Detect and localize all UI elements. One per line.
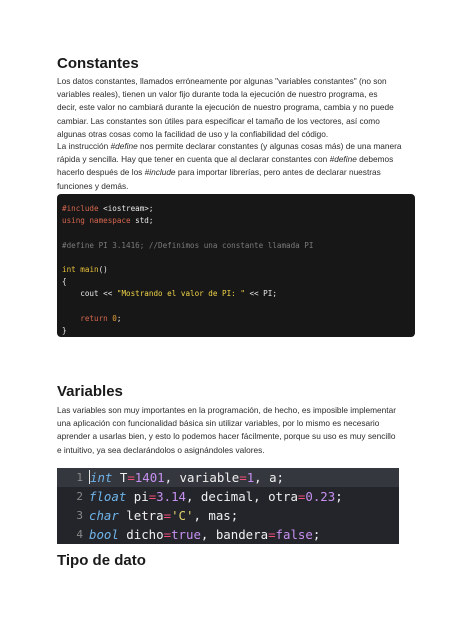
code-token: namespace bbox=[89, 216, 136, 226]
code-line bbox=[62, 215, 410, 227]
code-token: false bbox=[275, 527, 313, 542]
code-token: ; bbox=[312, 527, 321, 542]
text-line: aprender a usarlas bien, y esto lo podemos hacer fácilmente, porque su uso es muy sencillo bbox=[57, 431, 396, 442]
text-line: variables reales), tienen un valor fijo durante toda la ejecución de nuestro programa, es bbox=[57, 89, 378, 100]
code-line bbox=[62, 288, 410, 300]
text-run: hacerlo después de los bbox=[57, 167, 145, 178]
code-line bbox=[62, 264, 410, 276]
code-token: main bbox=[80, 264, 99, 274]
code-token: = bbox=[163, 527, 172, 542]
heading-variables: Variables bbox=[57, 383, 123, 400]
code-token: letra bbox=[118, 508, 164, 523]
text-line: algunas otras cosas como la facilidad de uso y la confiabilidad del código. bbox=[57, 128, 329, 139]
editor-line bbox=[57, 468, 399, 487]
editor-line-text bbox=[89, 525, 320, 544]
code-token: , a; bbox=[254, 470, 285, 485]
code-line bbox=[62, 301, 410, 313]
text-line: Las variables son muy importantes en la programación, de hecho, es imposible implementar bbox=[57, 405, 396, 415]
code-token: = bbox=[148, 489, 157, 504]
code-token: "Mostrando el valor de PI: " bbox=[116, 289, 245, 299]
code-token: 0.23 bbox=[305, 489, 336, 504]
code-token: 0 bbox=[112, 313, 117, 323]
line-number: 4 bbox=[76, 528, 83, 541]
code-line bbox=[62, 325, 410, 337]
text-line: decir, este valor no cambiará durante la ejecución de nuestro programa, cambia y no puede bbox=[57, 102, 394, 113]
text-run: La instrucción bbox=[57, 141, 111, 151]
code-token: } bbox=[62, 325, 67, 335]
code-token: #include bbox=[62, 204, 104, 213]
code-line bbox=[62, 276, 410, 288]
code-token: pi bbox=[126, 489, 149, 504]
code-line bbox=[62, 227, 410, 239]
code-token: std; bbox=[135, 216, 154, 226]
code-token: , decimal, otra bbox=[186, 489, 298, 504]
text-line bbox=[57, 180, 417, 193]
code-token: T bbox=[112, 470, 128, 485]
paragraph-constantes-intro bbox=[57, 75, 417, 141]
code-token: 1401 bbox=[134, 470, 165, 485]
heading-tipo-de-dato: Tipo de dato bbox=[57, 552, 146, 569]
code-token: 'C' bbox=[171, 508, 194, 523]
code-line bbox=[62, 240, 410, 252]
code-block-variable-declarations bbox=[57, 468, 399, 544]
text-run: funciones y demás. bbox=[57, 180, 129, 191]
code-token: 3.14 bbox=[156, 489, 187, 504]
inline-code-term: #define bbox=[110, 141, 138, 151]
code-token: ; bbox=[335, 489, 343, 504]
code-token: ; bbox=[116, 313, 122, 323]
line-number: 3 bbox=[76, 509, 83, 522]
code-token: bool bbox=[89, 527, 119, 542]
text-line: Los datos constantes, llamados erróneamente por algunas "variables constantes" (no son bbox=[57, 76, 387, 86]
paragraph-variables bbox=[57, 404, 417, 457]
editor-line bbox=[57, 506, 399, 525]
editor-line-text bbox=[89, 487, 343, 506]
code-line bbox=[62, 203, 410, 215]
code-line bbox=[62, 252, 410, 264]
text-line bbox=[57, 153, 417, 166]
code-token: = bbox=[297, 489, 306, 504]
code-token: = bbox=[268, 527, 276, 542]
code-token: PI 3.1416; //Definimos una constante llamada PI bbox=[98, 240, 314, 250]
code-token: 1 bbox=[246, 470, 255, 485]
text-line: cambiar. Las constantes son útiles para especificar el tamaño de los vectores, así como bbox=[57, 115, 380, 126]
code-token: dicho bbox=[118, 527, 164, 542]
code-token: int bbox=[90, 470, 113, 485]
editor-line-text bbox=[89, 468, 284, 487]
code-token: () bbox=[98, 264, 108, 274]
code-token: = bbox=[163, 508, 172, 523]
code-token: = bbox=[239, 470, 247, 485]
inline-code-term: #include bbox=[144, 167, 176, 178]
heading-constantes: Constantes bbox=[57, 55, 139, 72]
code-token: cout << bbox=[62, 289, 117, 299]
code-token: ; bbox=[148, 204, 154, 213]
line-number: 2 bbox=[76, 490, 83, 503]
code-token: , mas; bbox=[193, 508, 239, 523]
code-token: , variable bbox=[164, 470, 240, 485]
code-token: #define bbox=[62, 240, 99, 250]
code-token: { bbox=[62, 277, 67, 287]
text-run: rápida y sencilla. Hay que tener en cuenta que al declarar constantes con bbox=[57, 154, 330, 165]
text-line bbox=[57, 166, 417, 179]
code-line bbox=[62, 313, 410, 325]
paragraph-define bbox=[57, 140, 417, 193]
line-number: 1 bbox=[76, 471, 83, 484]
editor-line bbox=[57, 525, 399, 544]
text-run: debemos bbox=[356, 154, 394, 165]
code-token: true bbox=[171, 527, 201, 542]
code-token: , bandera bbox=[200, 527, 269, 542]
inline-code-term: #define bbox=[329, 154, 357, 165]
editor-line-text bbox=[89, 506, 238, 525]
text-line: una aplicación con funcionalidad básica sin utilizar variables, por lo mismo es necesario bbox=[57, 418, 380, 429]
code-token: << PI; bbox=[244, 289, 277, 299]
text-run: nos permite declarar constantes (y algunas cosas más) de una manera bbox=[137, 141, 402, 151]
code-token: int bbox=[62, 264, 81, 274]
code-token: = bbox=[127, 470, 135, 485]
text-line bbox=[57, 140, 417, 153]
code-token: char bbox=[89, 508, 119, 523]
text-line: e intuitivo, ya sea declarándolos o asignándoles valores. bbox=[57, 444, 265, 455]
code-block-define-example bbox=[57, 194, 415, 337]
text-run: para importar librerías, pero antes de declarar nuestras bbox=[175, 167, 381, 178]
code-token: float bbox=[89, 489, 127, 504]
code-token: using bbox=[62, 216, 90, 226]
editor-line bbox=[57, 487, 399, 506]
code-token: return bbox=[62, 313, 113, 323]
code-token: <iostream> bbox=[103, 204, 149, 213]
